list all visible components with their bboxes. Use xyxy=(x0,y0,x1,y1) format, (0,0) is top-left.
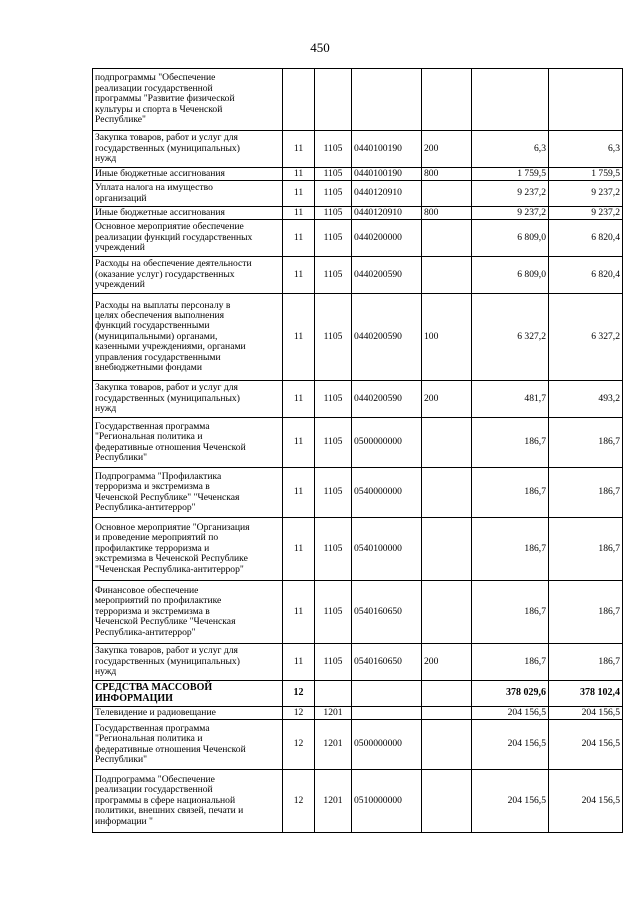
row-value-year1-cell: 186,7 xyxy=(472,418,549,468)
row-name-cell: Основное мероприятие "Организация и проведение мероприятий по профилактике терроризма и экстремизма в Чеченской Республике "Чеченская Республика-антитеррор" xyxy=(93,518,283,581)
row-subsection-cell: 1105 xyxy=(315,644,352,681)
row-target-code-cell: 0540160650 xyxy=(352,581,422,644)
table-row xyxy=(93,518,623,581)
row-target-code-cell: 0500000000 xyxy=(352,418,422,468)
row-subsection-cell: 1105 xyxy=(315,168,352,181)
row-name-cell: Расходы на обеспечение деятельности (оказание услуг) государственных учреждений xyxy=(93,257,283,294)
row-subsection-cell: 1105 xyxy=(315,468,352,518)
row-value-year2-cell: 6 820,4 xyxy=(549,220,623,257)
row-value-year2-cell xyxy=(549,69,623,131)
row-value-year2-cell: 6 820,4 xyxy=(549,257,623,294)
table-row xyxy=(93,770,623,833)
row-target-code-cell: 0510000000 xyxy=(352,770,422,833)
row-target-code-cell xyxy=(352,69,422,131)
row-target-code-cell: 0440200590 xyxy=(352,257,422,294)
row-expense-type-cell xyxy=(422,707,472,720)
row-value-year2-cell: 204 156,5 xyxy=(549,770,623,833)
row-section-cell xyxy=(283,69,315,131)
row-subsection-cell: 1105 xyxy=(315,418,352,468)
row-name-cell: Иные бюджетные ассигнования xyxy=(93,207,283,220)
row-target-code-cell: 0440120910 xyxy=(352,207,422,220)
row-value-year2-cell: 493,2 xyxy=(549,381,623,418)
row-section-cell: 11 xyxy=(283,581,315,644)
table-row xyxy=(93,681,623,707)
row-name-cell: Подпрограмма "Профилактика терроризма и экстремизма в Чеченской Республике" "Чеченская Республика-антитеррор" xyxy=(93,468,283,518)
row-value-year2-cell: 1 759,5 xyxy=(549,168,623,181)
row-value-year2-cell: 378 102,4 xyxy=(549,681,623,707)
row-target-code-cell xyxy=(352,707,422,720)
row-target-code-cell: 0440100190 xyxy=(352,131,422,168)
row-target-code-cell: 0540160650 xyxy=(352,644,422,681)
row-target-code-cell: 0440200590 xyxy=(352,294,422,381)
row-value-year1-cell: 6 809,0 xyxy=(472,220,549,257)
row-subsection-cell: 1105 xyxy=(315,294,352,381)
row-subsection-cell xyxy=(315,69,352,131)
row-section-cell: 12 xyxy=(283,707,315,720)
row-target-code-cell: 0440100190 xyxy=(352,168,422,181)
row-name-cell: Государственная программа "Региональная политика и федеративные отношения Чеченской Республики" xyxy=(93,418,283,468)
row-value-year2-cell: 204 156,5 xyxy=(549,707,623,720)
table-row xyxy=(93,168,623,181)
page-number: 450 xyxy=(310,40,330,55)
row-expense-type-cell xyxy=(422,681,472,707)
table-row xyxy=(93,707,623,720)
row-subsection-cell xyxy=(315,681,352,707)
row-value-year2-cell: 186,7 xyxy=(549,468,623,518)
row-value-year1-cell: 6 327,2 xyxy=(472,294,549,381)
row-section-cell: 11 xyxy=(283,381,315,418)
row-section-cell: 12 xyxy=(283,770,315,833)
row-section-cell: 11 xyxy=(283,257,315,294)
row-value-year1-cell: 1 759,5 xyxy=(472,168,549,181)
row-expense-type-cell xyxy=(422,69,472,131)
row-target-code-cell: 0540000000 xyxy=(352,468,422,518)
table-row xyxy=(93,720,623,770)
row-target-code-cell xyxy=(352,681,422,707)
row-value-year1-cell: 204 156,5 xyxy=(472,707,549,720)
table-row xyxy=(93,220,623,257)
table-row xyxy=(93,69,623,131)
row-name-cell: Закупка товаров, работ и услуг для государственных (муниципальных) нужд xyxy=(93,644,283,681)
row-value-year1-cell: 9 237,2 xyxy=(472,181,549,207)
table-row xyxy=(93,131,623,168)
row-value-year2-cell: 6 327,2 xyxy=(549,294,623,381)
row-expense-type-cell: 100 xyxy=(422,294,472,381)
row-expense-type-cell xyxy=(422,581,472,644)
row-section-cell: 11 xyxy=(283,644,315,681)
row-expense-type-cell: 800 xyxy=(422,207,472,220)
row-value-year1-cell: 204 156,5 xyxy=(472,770,549,833)
row-target-code-cell: 0440120910 xyxy=(352,181,422,207)
row-section-cell: 11 xyxy=(283,168,315,181)
row-section-cell: 11 xyxy=(283,418,315,468)
row-target-code-cell: 0440200590 xyxy=(352,381,422,418)
row-subsection-cell: 1105 xyxy=(315,518,352,581)
row-subsection-cell: 1201 xyxy=(315,707,352,720)
row-subsection-cell: 1105 xyxy=(315,257,352,294)
row-expense-type-cell: 200 xyxy=(422,131,472,168)
row-name-cell: Подпрограмма "Обеспечение реализации государственной программы в сфере национальной политики, внешних связей, печати и информации " xyxy=(93,770,283,833)
row-value-year1-cell: 186,7 xyxy=(472,581,549,644)
row-name-cell: Уплата налога на имущество организаций xyxy=(93,181,283,207)
row-section-cell: 11 xyxy=(283,518,315,581)
row-expense-type-cell: 200 xyxy=(422,644,472,681)
row-name-cell: Расходы на выплаты персоналу в целях обеспечения выполнения функций государственными (муниципальными) органами, казенными учреждениями, органами управления государственными внебюджетными фондами xyxy=(93,294,283,381)
row-subsection-cell: 1105 xyxy=(315,207,352,220)
row-target-code-cell: 0500000000 xyxy=(352,720,422,770)
row-target-code-cell: 0540100000 xyxy=(352,518,422,581)
row-section-cell: 11 xyxy=(283,468,315,518)
row-value-year2-cell: 6,3 xyxy=(549,131,623,168)
row-subsection-cell: 1105 xyxy=(315,220,352,257)
row-expense-type-cell xyxy=(422,418,472,468)
row-subsection-cell: 1201 xyxy=(315,770,352,833)
table-row xyxy=(93,381,623,418)
table-row xyxy=(93,581,623,644)
row-expense-type-cell: 200 xyxy=(422,381,472,418)
row-subsection-cell: 1105 xyxy=(315,131,352,168)
row-name-cell: Финансовое обеспечение мероприятий по профилактике терроризма и экстремизма в Чеченской Республике "Чеченская Республика-антитеррор" xyxy=(93,581,283,644)
row-expense-type-cell xyxy=(422,770,472,833)
row-expense-type-cell: 800 xyxy=(422,168,472,181)
row-section-cell: 11 xyxy=(283,181,315,207)
table-row xyxy=(93,644,623,681)
row-subsection-cell: 1201 xyxy=(315,720,352,770)
row-subsection-cell: 1105 xyxy=(315,381,352,418)
row-value-year1-cell: 9 237,2 xyxy=(472,207,549,220)
row-value-year1-cell: 378 029,6 xyxy=(472,681,549,707)
table-row xyxy=(93,418,623,468)
budget-table xyxy=(92,68,623,833)
row-subsection-cell: 1105 xyxy=(315,181,352,207)
row-section-cell: 11 xyxy=(283,131,315,168)
row-value-year2-cell: 186,7 xyxy=(549,644,623,681)
row-value-year1-cell: 481,7 xyxy=(472,381,549,418)
row-value-year2-cell: 9 237,2 xyxy=(549,181,623,207)
row-expense-type-cell xyxy=(422,181,472,207)
row-value-year2-cell: 186,7 xyxy=(549,581,623,644)
row-value-year1-cell: 186,7 xyxy=(472,518,549,581)
row-section-cell: 11 xyxy=(283,207,315,220)
row-expense-type-cell xyxy=(422,720,472,770)
row-value-year2-cell: 186,7 xyxy=(549,418,623,468)
table-row xyxy=(93,257,623,294)
row-value-year1-cell: 186,7 xyxy=(472,468,549,518)
row-expense-type-cell xyxy=(422,220,472,257)
row-value-year1-cell xyxy=(472,69,549,131)
row-value-year1-cell: 6 809,0 xyxy=(472,257,549,294)
row-value-year2-cell: 204 156,5 xyxy=(549,720,623,770)
row-value-year1-cell: 204 156,5 xyxy=(472,720,549,770)
row-name-cell: Иные бюджетные ассигнования xyxy=(93,168,283,181)
row-expense-type-cell xyxy=(422,468,472,518)
table-row xyxy=(93,468,623,518)
row-section-cell: 11 xyxy=(283,220,315,257)
row-name-cell: Закупка товаров, работ и услуг для государственных (муниципальных) нужд xyxy=(93,131,283,168)
row-name-cell: Основное мероприятие обеспечение реализации функций государственных учреждений xyxy=(93,220,283,257)
table-row xyxy=(93,207,623,220)
row-expense-type-cell xyxy=(422,257,472,294)
row-name-cell: подпрограммы "Обеспечение реализации государственной программы "Развитие физической культуры и спорта в Чеченской Республике" xyxy=(93,69,283,131)
table-row xyxy=(93,181,623,207)
row-value-year1-cell: 6,3 xyxy=(472,131,549,168)
row-expense-type-cell xyxy=(422,518,472,581)
row-section-cell: 12 xyxy=(283,681,315,707)
row-value-year1-cell: 186,7 xyxy=(472,644,549,681)
row-name-cell: Телевидение и радиовещание xyxy=(93,707,283,720)
table-row xyxy=(93,294,623,381)
row-value-year2-cell: 9 237,2 xyxy=(549,207,623,220)
row-section-cell: 11 xyxy=(283,294,315,381)
row-name-cell: Государственная программа "Региональная политика и федеративные отношения Чеченской Республики" xyxy=(93,720,283,770)
row-name-cell: СРЕДСТВА МАССОВОЙ ИНФОРМАЦИИ xyxy=(93,681,283,707)
row-subsection-cell: 1105 xyxy=(315,581,352,644)
row-section-cell: 12 xyxy=(283,720,315,770)
row-target-code-cell: 0440200000 xyxy=(352,220,422,257)
row-name-cell: Закупка товаров, работ и услуг для государственных (муниципальных) нужд xyxy=(93,381,283,418)
row-value-year2-cell: 186,7 xyxy=(549,518,623,581)
